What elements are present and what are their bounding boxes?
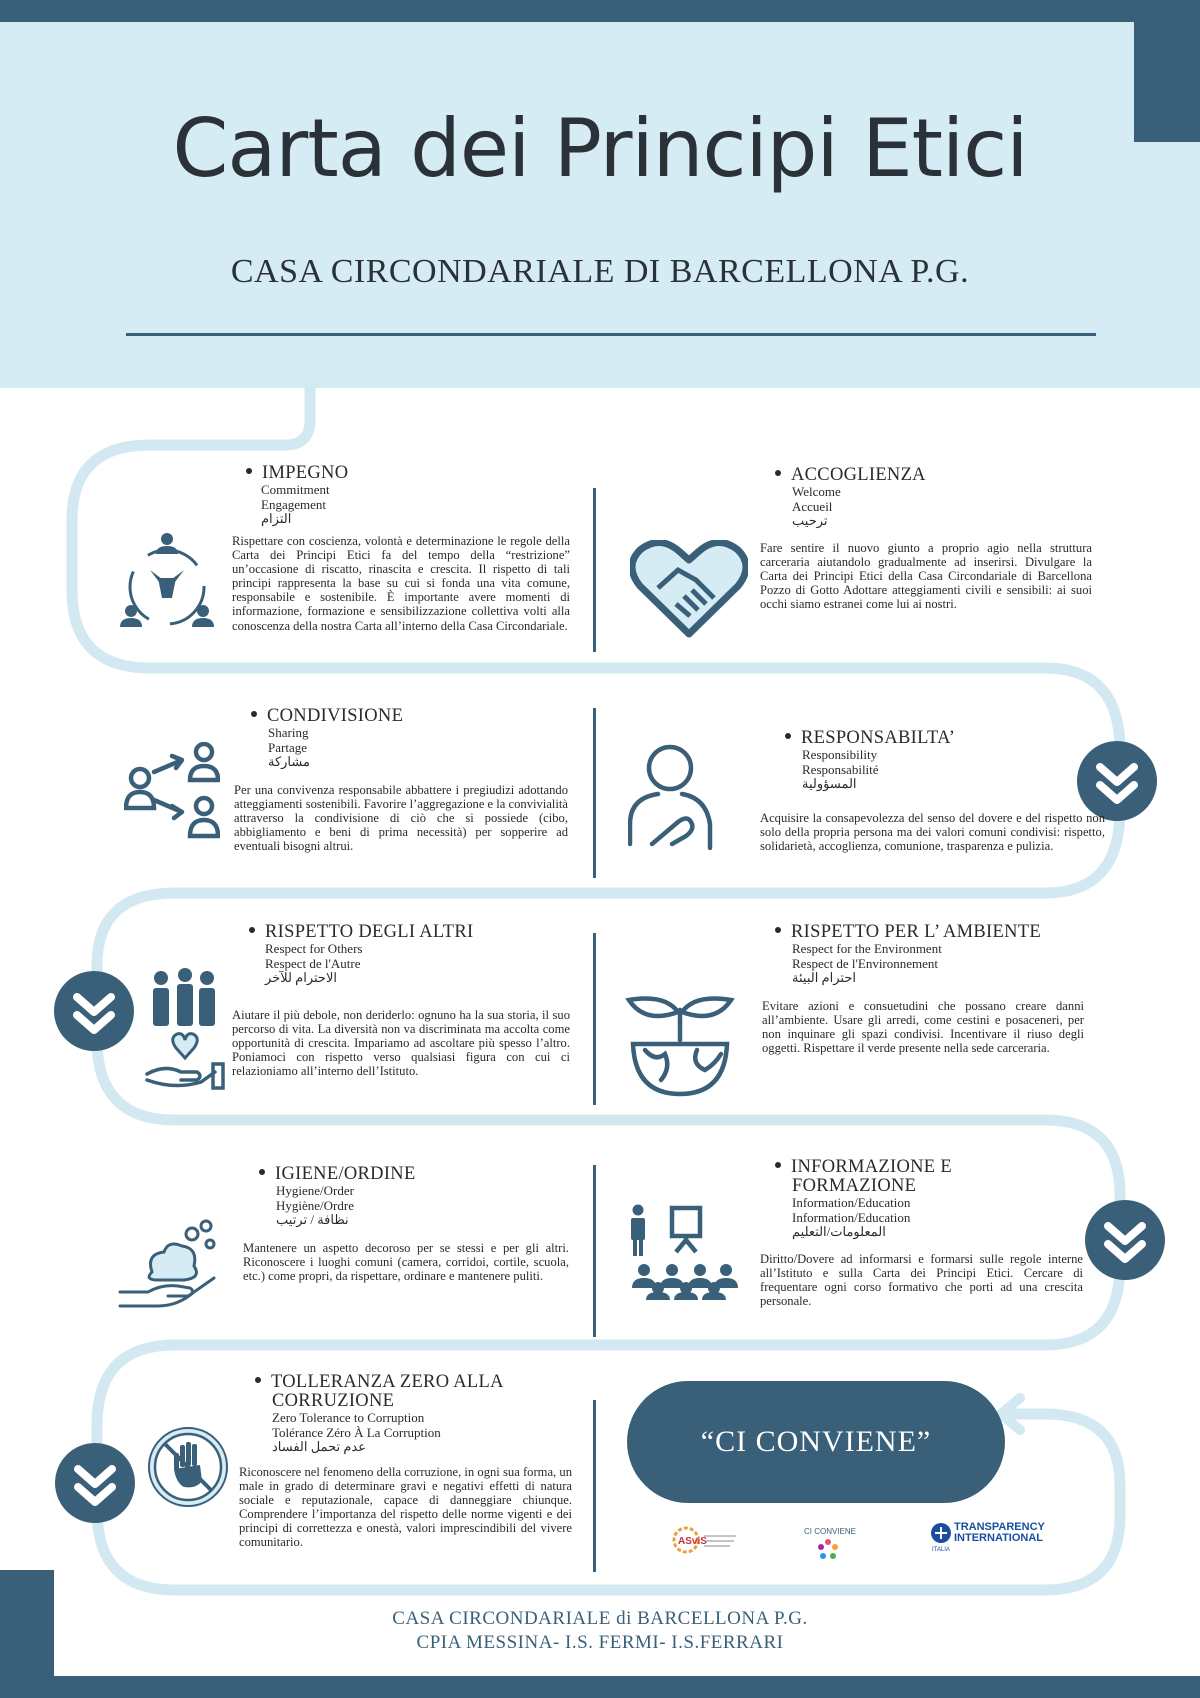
section-title: INFORMAZIONE E xyxy=(775,1158,952,1177)
section-title: IMPEGNO xyxy=(246,464,348,483)
ci-conviene-logo-text: CI CONVIENE xyxy=(804,1527,857,1536)
column-divider xyxy=(593,1165,596,1337)
section-translations: Respect for the Environment Respect de l'Environnement احترام البيئة xyxy=(792,941,942,985)
chevron-down-icon xyxy=(1077,741,1157,821)
sprout-globe-icon xyxy=(625,988,735,1102)
chevron-down-icon xyxy=(55,1443,135,1523)
transparency-logo-line1: TRANSPARENCY xyxy=(954,1521,1045,1533)
section-text: Per una convivenza responsabile abbattere i pregiudizi adottando atteggiamenti sostenibili. Favorire l’aggregazione e la convivialità attraverso la condivisione di ciò che si possiede (cibo, abbigliamento e beni di prima necessità) per sopperire ad eventuali bisogni altrui. xyxy=(234,783,568,854)
no-bribe-icon xyxy=(148,1427,228,1507)
community-hand-icon xyxy=(145,968,225,1096)
section-translations: Zero Tolerance to Corruption Tolérance Zéro À La Corruption عدم تحمل الفساد xyxy=(272,1410,441,1454)
section-text: Aiutare il più debole, non deriderlo: ognuno ha la sua storia, il suo percorso di vita. La diversità non va discriminata ma accolta come opportunità di crescita. Impariamo ad ascoltare più spesso l’altro. Poniamoci con rispetto verso qualsiasi figura con cui ci relazioniamo all’interno dell’Istituto. xyxy=(232,1008,570,1079)
bottom-bar xyxy=(0,1676,1200,1698)
asvis-logo-text: ASviS xyxy=(678,1536,707,1547)
section-text: Acquisire la consapevolezza del senso del dovere e del rispetto non solo della propria persona ma dei valori comuni condivisi: rispetto, solidarietà, accoglienza, comunione, trasparenza e pulizia. xyxy=(760,811,1105,854)
footer-line: CPIA MESSINA- I.S. FERMI- I.S.FERRARI xyxy=(416,1632,784,1653)
section-translations: Responsibility Responsabilité المسؤولية xyxy=(802,747,879,791)
section-translations: Hygiene/Order Hygiène/Ordre نظافة / ترتيب xyxy=(276,1183,354,1227)
column-divider xyxy=(593,1400,596,1572)
asvis-logo xyxy=(672,1526,740,1554)
hand-on-heart-icon xyxy=(628,744,718,854)
section-title: RESPONSABILTA’ xyxy=(785,729,955,748)
section-title: CONDIVISIONE xyxy=(251,707,403,726)
section-text: Diritto/Dovere ad informarsi e formarsi sulle regole interne all’Istituto e sulla Carta dei Principi Etici. Cercare di frequentare ogni corso formativo che porti ad una crescita personale. xyxy=(760,1252,1083,1309)
section-translations: Sharing Partage مشاركة xyxy=(268,725,310,769)
section-title: RISPETTO PER L’ AMBIENTE xyxy=(775,923,1041,942)
page-subtitle: CASA CIRCONDARIALE DI BARCELLONA P.G. xyxy=(230,253,970,290)
section-title: TOLLERANZA ZERO ALLA xyxy=(255,1373,504,1392)
presentation-audience-icon xyxy=(628,1204,738,1304)
section-text: Mantenere un aspetto decoroso per se stessi e per gli altri. Riconoscere i luoghi comuni (camera, corridoi, cortile, scuola, etc.) come propri, da rispettare, ordinare e mantenere puliti. xyxy=(243,1241,569,1284)
column-divider xyxy=(593,933,596,1105)
chevron-down-icon xyxy=(54,971,134,1051)
teamwork-icon xyxy=(120,532,228,636)
transparency-logo-line3: ITALIA xyxy=(932,1547,950,1553)
ci-conviene-logo xyxy=(800,1520,860,1568)
handshake-heart-icon xyxy=(630,540,748,642)
section-title-continued: FORMAZIONE xyxy=(792,1176,917,1196)
sharing-people-icon xyxy=(124,742,220,844)
transparency-international-logo xyxy=(930,1522,1060,1558)
section-text: Riconoscere nel fenomeno della corruzione, in ogni sua forma, un male in grado di determinare gravi e negativi effetti di natura sociale e reputazionale, capace di danneggiare chiunque. Comprendere l’importanza del rispetto delle norme vigenti e dei principi di correttezza e onestà, valori imprescindibili del vivere comunitario. xyxy=(239,1465,572,1550)
section-translations: Welcome Accueil ترحيب xyxy=(792,484,841,528)
section-translations: Commitment Engagement التزام xyxy=(261,482,330,526)
column-divider xyxy=(593,488,596,652)
section-text: Fare sentire il nuovo giunto a proprio agio nella struttura carceraria aiutandolo gradualmente ad inserirsi. Divulgare la Carta dei Principi Etici della Casa Circondariale di Barcellona Pozzo di Gotto Adottare atteggiamenti civili e sensibili: ai suoi occhi siamo estranei come lui ai nostri. xyxy=(760,541,1092,612)
section-title: RISPETTO DEGLI ALTRI xyxy=(249,923,473,942)
transparency-logo-line2: INTERNATIONAL xyxy=(954,1532,1044,1544)
page-title: Carta dei Principi Etici xyxy=(172,102,1028,195)
section-text: Rispettare con coscienza, volontà e determinazione le regole della Carta dei Principi Etici fa del tempo della “restrizione” un’occasione di riscatto, rinascita e crescita. Il rispetto di tali principi rappresenta la base su cui si fonda una vita comune, responsabile e sostenibile. È importante avere momenti di informazione, formazione e sensibilizzazione collettiva volti alla conoscenza della nostra Carta all’interno della Casa Circondariale. xyxy=(232,534,570,633)
chevron-down-icon xyxy=(1085,1200,1165,1280)
footer-line: CASA CIRCONDARIALE di BARCELLONA P.G. xyxy=(392,1608,808,1629)
washing-hands-icon xyxy=(118,1218,222,1316)
section-title-continued: CORRUZIONE xyxy=(272,1391,395,1411)
section-text: Evitare azioni e consuetudini che possano creare danni all’ambiente. Usare gli arredi, come cestini e posaceneri, per non inquinare gli spazi condivisi. Incentivare il riuso degli oggetti. Rispettare il verde presente nella sede carceraria. xyxy=(762,999,1084,1056)
section-title: ACCOGLIENZA xyxy=(775,466,926,485)
ci-conviene-banner: “CI CONVIENE” xyxy=(627,1381,1005,1503)
section-title: IGIENE/ORDINE xyxy=(259,1165,416,1184)
section-translations: Information/Education Information/Education المعلومات/التعليم xyxy=(792,1195,911,1239)
column-divider xyxy=(593,708,596,878)
section-translations: Respect for Others Respect de l'Autre الاحترام للآخر xyxy=(265,941,363,985)
